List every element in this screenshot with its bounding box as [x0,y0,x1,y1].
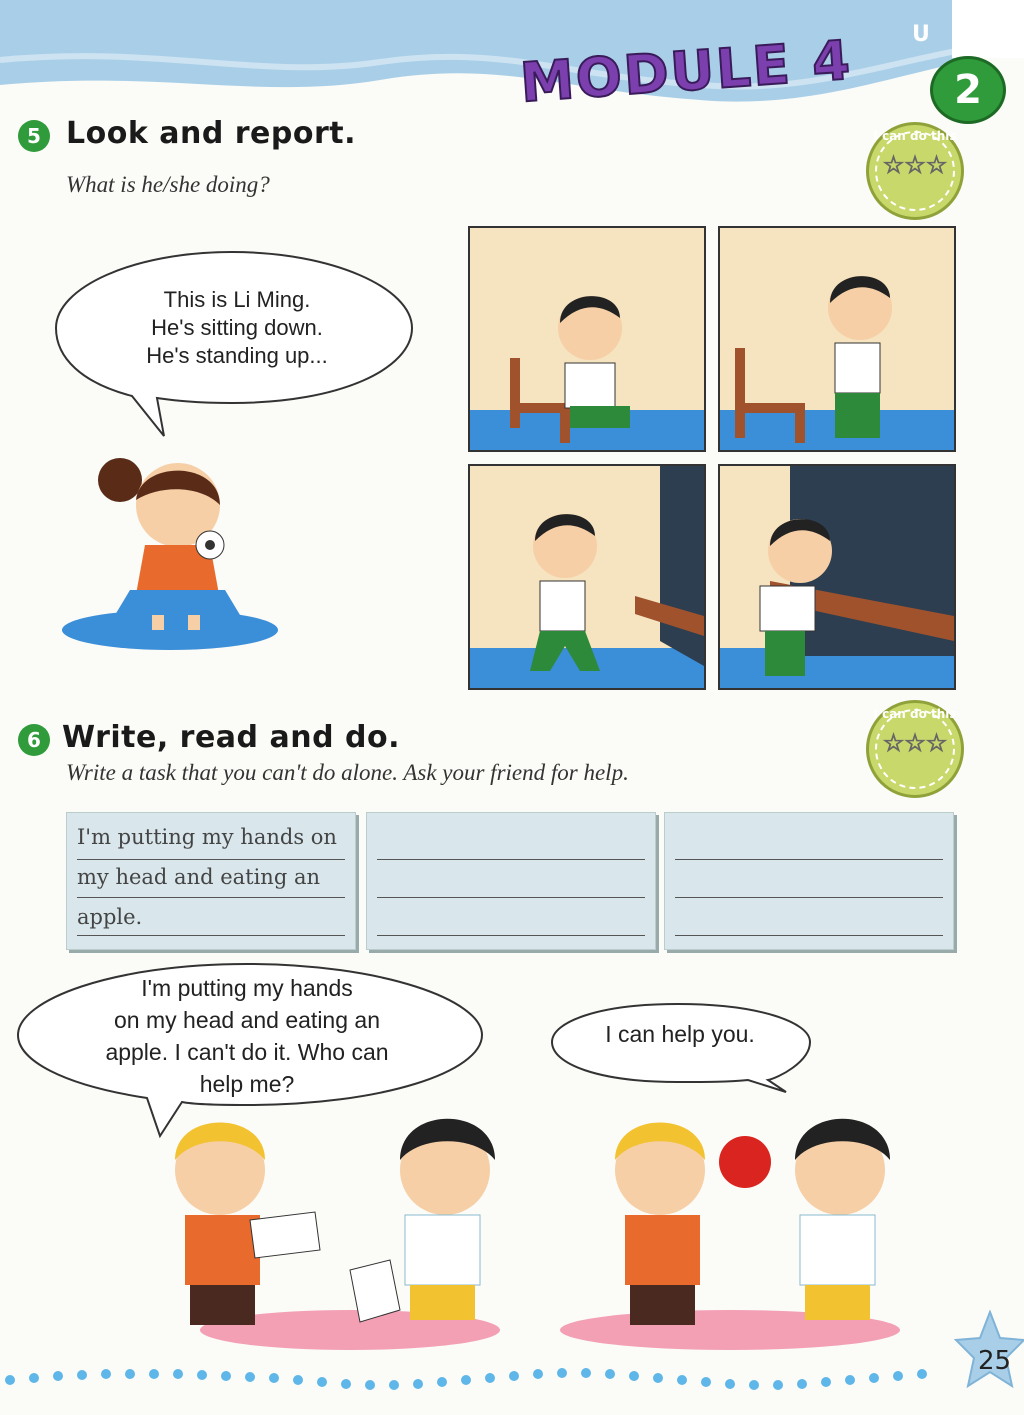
unit-number: 2 [954,67,982,113]
card-writing-line [77,859,345,860]
page-number: 25 [978,1346,1012,1376]
bubble-line: help me? [199,1071,295,1097]
kids-helping-illustration [150,1100,940,1350]
section5-badge [866,122,964,220]
bubble-line: I'm putting my hands [141,975,353,1001]
task-card-blank-1[interactable] [366,812,656,950]
badge-stars-icon: ☆☆☆ [882,152,948,179]
boy-sitting-drawing [470,228,704,450]
card-writing-line [377,897,645,898]
section6-title: Write, read and do. [62,720,400,755]
badge-label: I can do this [873,707,957,721]
section6-badge [866,700,964,798]
section5-number: 5 [18,120,50,152]
card-writing-line [675,935,943,936]
card-writing-line [675,897,943,898]
speech-bubble-i-can-help [548,1000,814,1096]
card-line-text: my head and eating an [77,865,320,889]
section6-instruction: Write a task that you can't do alone. Ask your friend for help. [66,760,629,785]
bubble-line: He's standing up... [146,343,328,368]
card-writing-line [377,935,645,936]
speech-bubble-who-can-help-text [52,972,442,1100]
unit-badge [930,56,1006,124]
bubble-line: This is Li Ming. [163,287,311,312]
task-card-example [66,812,356,950]
card-writing-line [377,859,645,860]
card-writing-line [77,897,345,898]
comic-panel-walking [468,464,706,690]
card-writing-line [675,859,943,860]
header-wave [0,0,1024,120]
section5-title: Look and report. [66,116,357,151]
boy-standing-drawing [720,228,954,450]
bubble-line: apple. I can't do it. Who can [105,1039,389,1065]
badge-label: I can do this [873,129,957,143]
section6-number: 6 [18,724,50,756]
comic-panel-standing [718,226,956,452]
comic-panel-writing [718,464,956,690]
card-writing-line [77,935,345,936]
bubble-line: on my head and eating an [114,1007,380,1033]
header-white-corner [952,0,1024,58]
section5-instruction: What is he/she doing? [66,172,270,197]
footer-dotted-border [0,1340,1024,1415]
girl-reporter-illustration [60,450,290,650]
unit-label: U [912,22,930,47]
module-title: MODULE 4 [518,28,854,115]
badge-stars-icon: ☆☆☆ [882,730,948,757]
comic-panel-sitting [468,226,706,452]
boy-writing-drawing [720,466,954,688]
card-line-text: I'm putting my hands on [77,825,337,849]
bubble-line: He's sitting down. [151,315,323,340]
boy-walking-drawing [470,466,704,688]
card-line-text: apple. [77,905,143,929]
task-card-blank-2[interactable] [664,812,954,950]
speech-bubble-li-ming-text [92,286,382,370]
speech-bubble-i-can-help-text: I can help you. [605,1021,755,1047]
